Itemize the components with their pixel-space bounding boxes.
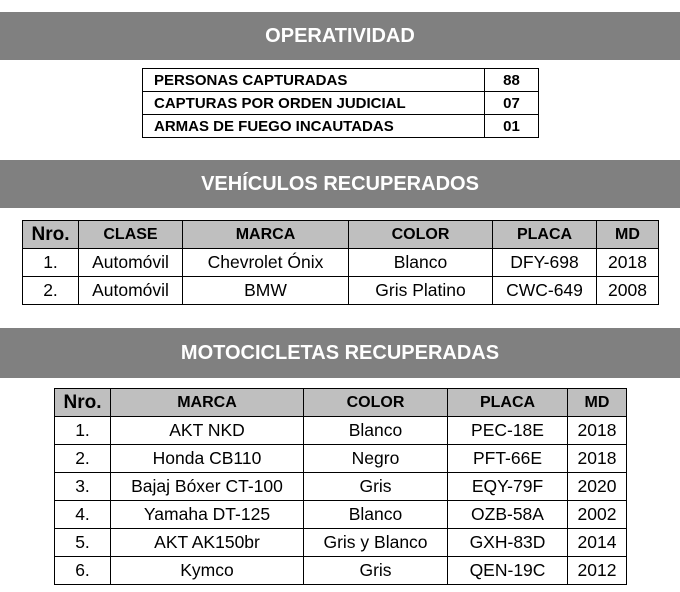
table-cell: 2018 [568, 445, 627, 473]
table-cell: QEN-19C [448, 557, 568, 585]
table-cell: 1. [23, 249, 79, 277]
table-cell: 3. [55, 473, 111, 501]
table-cell: Bajaj Bóxer CT-100 [111, 473, 304, 501]
table-cell: Chevrolet Ónix [183, 249, 349, 277]
ops-value: 07 [485, 92, 539, 115]
table-row [55, 417, 627, 445]
table-cell: 2008 [597, 277, 659, 305]
table-cell: 2018 [597, 249, 659, 277]
table-header-row [55, 389, 627, 417]
column-header: CLASE [79, 221, 183, 249]
table-row [55, 473, 627, 501]
table-cell: Honda CB110 [111, 445, 304, 473]
table-cell: 2002 [568, 501, 627, 529]
table-cell: 2. [55, 445, 111, 473]
table-header-row [23, 221, 659, 249]
table-row [23, 277, 659, 305]
table-cell: 2014 [568, 529, 627, 557]
table-cell: Yamaha DT-125 [111, 501, 304, 529]
table-cell: EQY-79F [448, 473, 568, 501]
ops-label: ARMAS DE FUEGO INCAUTADAS [143, 115, 485, 138]
vehiculos-header [0, 160, 680, 208]
table-row [55, 445, 627, 473]
column-header: COLOR [349, 221, 493, 249]
table-cell: 5. [55, 529, 111, 557]
table-row [143, 69, 539, 92]
table-cell: Blanco [304, 501, 448, 529]
table-cell: 6. [55, 557, 111, 585]
column-header: MARCA [183, 221, 349, 249]
ops-value: 88 [485, 69, 539, 92]
motocicletas-header [0, 328, 680, 378]
table-cell: OZB-58A [448, 501, 568, 529]
table-cell: 2018 [568, 417, 627, 445]
table-cell: Blanco [304, 417, 448, 445]
table-cell: AKT NKD [111, 417, 304, 445]
column-header: MD [568, 389, 627, 417]
table-row [55, 557, 627, 585]
table-cell: GXH-83D [448, 529, 568, 557]
ops-value: 01 [485, 115, 539, 138]
table-cell: PFT-66E [448, 445, 568, 473]
table-cell: 2. [23, 277, 79, 305]
table-cell: Gris [304, 473, 448, 501]
column-header: MARCA [111, 389, 304, 417]
ops-label: PERSONAS CAPTURADAS [143, 69, 485, 92]
operatividad-header [0, 12, 680, 60]
table-row [143, 115, 539, 138]
motocicletas-title: MOTOCICLETAS RECUPERADAS [180, 342, 500, 364]
vehiculos-title: VEHÍCULOS RECUPERADOS [201, 173, 479, 195]
table-cell: Gris [304, 557, 448, 585]
table-cell: Automóvil [79, 277, 183, 305]
motocicletas-table [54, 388, 627, 585]
operatividad-table [142, 68, 539, 138]
column-header: PLACA [493, 221, 597, 249]
table-cell: BMW [183, 277, 349, 305]
table-row [143, 92, 539, 115]
column-header: MD [597, 221, 659, 249]
table-cell: Kymco [111, 557, 304, 585]
table-cell: 1. [55, 417, 111, 445]
table-cell: 2012 [568, 557, 627, 585]
table-cell: PEC-18E [448, 417, 568, 445]
table-row [23, 249, 659, 277]
table-cell: DFY-698 [493, 249, 597, 277]
column-header: COLOR [304, 389, 448, 417]
vehiculos-table [22, 220, 659, 305]
table-cell: CWC-649 [493, 277, 597, 305]
table-cell: Gris y Blanco [304, 529, 448, 557]
table-cell: Blanco [349, 249, 493, 277]
table-cell: 2020 [568, 473, 627, 501]
column-header: Nro. [55, 389, 111, 417]
column-header: PLACA [448, 389, 568, 417]
table-row [55, 529, 627, 557]
table-row [55, 501, 627, 529]
table-cell: Gris Platino [349, 277, 493, 305]
table-cell: AKT AK150br [111, 529, 304, 557]
table-cell: Automóvil [79, 249, 183, 277]
table-cell: 4. [55, 501, 111, 529]
table-cell: Negro [304, 445, 448, 473]
operatividad-title: OPERATIVIDAD [265, 25, 415, 47]
ops-label: CAPTURAS POR ORDEN JUDICIAL [143, 92, 485, 115]
column-header: Nro. [23, 221, 79, 249]
